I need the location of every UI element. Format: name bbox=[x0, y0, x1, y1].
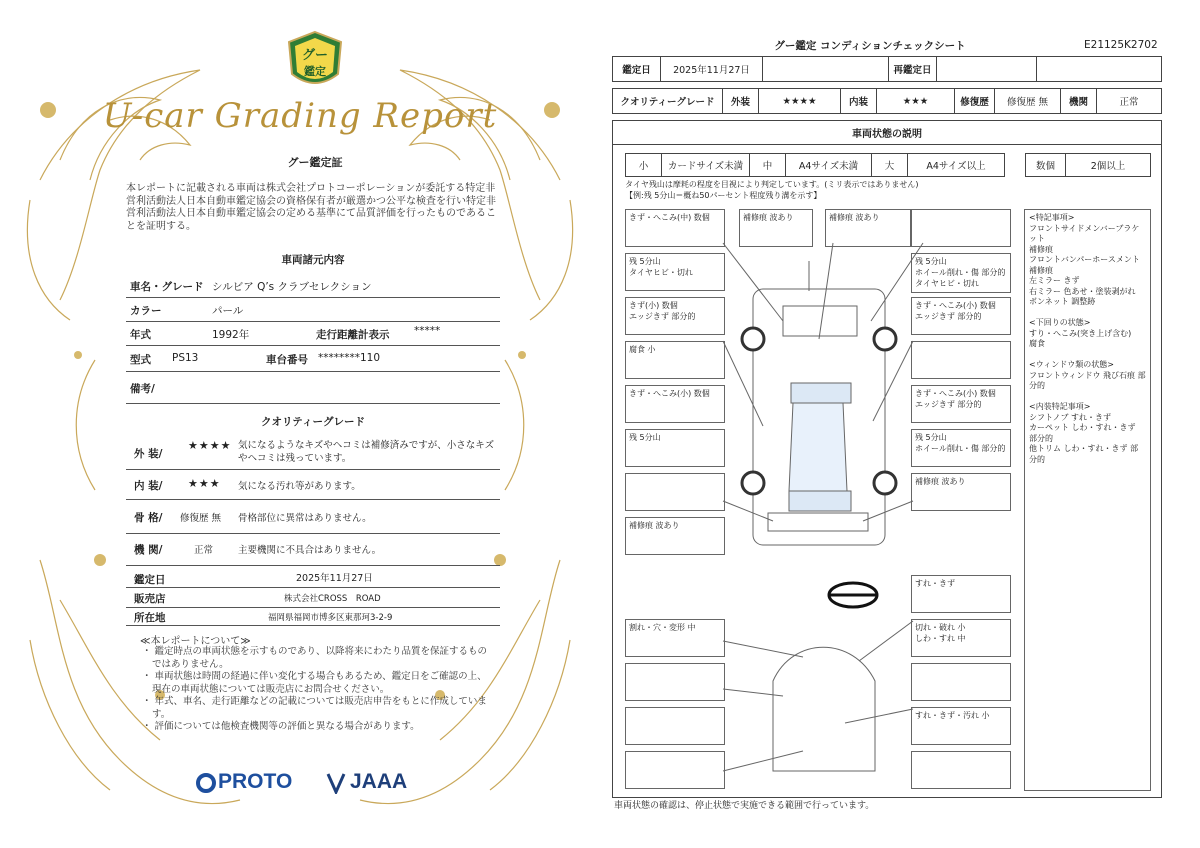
condition-line: 残 5分山 bbox=[915, 257, 947, 266]
spec-year-label: 年式 bbox=[130, 329, 151, 341]
certificate-heading: グー鑑定証 bbox=[287, 156, 343, 169]
goo-kantei-badge bbox=[286, 30, 344, 94]
quality-frame-text: 骨格部位に異常はありません。 bbox=[238, 513, 372, 524]
notes-line: 腐食 bbox=[1029, 339, 1045, 348]
condition-box-seat-rear-left bbox=[625, 707, 725, 745]
notes-title: ≪本レポートについて≫ bbox=[140, 636, 251, 647]
sheet-id: E21125K2702 bbox=[1084, 39, 1158, 51]
notes-line: <特記事項> bbox=[1029, 213, 1075, 222]
spec-model-label: 型式 bbox=[130, 354, 151, 366]
notes-line: フロントバンパーホースメント bbox=[1029, 255, 1140, 264]
spec-row-year bbox=[126, 322, 500, 346]
count-label: 数個 bbox=[1026, 154, 1066, 176]
condition-line: 残 5分山 bbox=[629, 257, 661, 266]
sheet-title: グー鑑定 コンディションチェックシート bbox=[774, 40, 966, 52]
quality-interior-label: 内 装/ bbox=[134, 480, 163, 492]
date-label: 鑑定日 bbox=[613, 57, 661, 81]
condition-box-console bbox=[911, 663, 1011, 701]
info-address-value: 福岡県福岡市博多区東那珂3-2-9 bbox=[268, 613, 393, 623]
engine-value: 正常 bbox=[1119, 97, 1139, 108]
engine-label: 機関 bbox=[1061, 89, 1097, 113]
condition-box-trunk-right bbox=[911, 751, 1011, 789]
condition-box-dash: 割れ・穴・変形 中 bbox=[625, 619, 725, 657]
spec-color-value: パール bbox=[212, 305, 244, 317]
info-date-value: 2025年11月27日 bbox=[296, 573, 373, 584]
tread-note-line: タイヤ残山は摩耗の程度を目視により判定しています。(ミリ表示ではありません) bbox=[625, 180, 919, 189]
certificate-text: 本レポートに記載される車両は株式会社プロトコーポレーションが委託する特定非営利活動法人日本自動車鑑定協会の資格保有者が厳選かつ公平な検査を行い特定非営利活動法人日本自動車鑑定協会の定める基準にて品質評価を行ったものであることを証明する。 bbox=[126, 183, 496, 232]
spec-name-value: シルビア Q’s クラブセレクション bbox=[212, 281, 372, 293]
quality-frame-value: 修復歴 無 bbox=[180, 513, 222, 524]
spec-model-value: PS13 bbox=[172, 352, 199, 364]
condition-box-tire-rl: 残 5分山 bbox=[625, 429, 725, 467]
condition-box-front-right bbox=[911, 209, 1011, 247]
size-mid-desc: A4サイズ未満 bbox=[786, 154, 872, 176]
condition-box-quarter-left bbox=[625, 473, 725, 511]
condition-line: エッジきず 部分的 bbox=[915, 312, 982, 321]
empty-cell bbox=[763, 57, 889, 81]
notes-line: フロントウィンドウ 飛び石痕 部分的 bbox=[1029, 370, 1146, 390]
proto-logo: PROTO bbox=[218, 770, 293, 793]
quality-frame-label: 骨 格/ bbox=[134, 512, 163, 524]
quality-interior-stars: ★★★ bbox=[188, 477, 221, 490]
notes-line: ボンネット 調整跡 bbox=[1029, 297, 1096, 306]
spec-year-value: 1992年 bbox=[212, 329, 250, 341]
notes-line: シフトノブ すれ・きず bbox=[1029, 412, 1112, 422]
notes-line: <下回りの状態> bbox=[1029, 318, 1091, 327]
spec-mileage-value: ***** bbox=[414, 325, 441, 337]
spec-row-color bbox=[126, 298, 500, 322]
quality-heading: クオリティーグレード bbox=[261, 416, 365, 428]
jaaa-logo-icon bbox=[326, 772, 346, 794]
badge-bottom-text: 鑑定 bbox=[304, 65, 326, 78]
date-value: 2025年11月27日 bbox=[661, 57, 763, 81]
condition-check-sheet-page bbox=[600, 0, 1200, 848]
condition-line: きず(小) 数個 bbox=[629, 301, 678, 310]
spec-row-model bbox=[126, 346, 500, 372]
info-row-date bbox=[126, 566, 500, 588]
condition-box-hood: 補修痕 波あり bbox=[825, 209, 911, 247]
condition-box-fender-left bbox=[625, 297, 725, 335]
special-notes-box bbox=[1024, 209, 1151, 791]
spec-row-remarks bbox=[126, 372, 500, 404]
info-row-dealer bbox=[126, 588, 500, 608]
proto-logo-icon bbox=[196, 772, 216, 794]
interior-stars: ★★★ bbox=[877, 89, 955, 113]
size-mid: 中 bbox=[750, 154, 786, 176]
notes-list bbox=[140, 646, 490, 734]
exterior-label: 外装 bbox=[723, 89, 759, 113]
spec-name-label: 車名・グレード bbox=[130, 281, 204, 293]
info-row-address bbox=[126, 608, 500, 626]
spec-mileage-label: 走行距離計表示 bbox=[316, 329, 390, 341]
spec-row-name bbox=[126, 274, 500, 298]
notes-line: 補修痕 bbox=[1029, 244, 1053, 254]
quality-row-exterior bbox=[126, 434, 500, 470]
reinspect-label: 再鑑定日 bbox=[889, 57, 937, 81]
footer-note: 車両状態の確認は、停止状態で実施できる範囲で行っています。 bbox=[614, 801, 875, 811]
spec-remarks-label: 備考/ bbox=[130, 383, 155, 395]
date-row bbox=[612, 56, 1162, 82]
size-small-desc: カードサイズ未満 bbox=[662, 154, 750, 176]
info-date-label: 鑑定日 bbox=[134, 574, 166, 586]
repair-value: 修復歴 無 bbox=[995, 89, 1061, 113]
quality-exterior-text: 気になるようなキズやヘコミは補修済みですが、小さなキズやヘコミは残っています。 bbox=[238, 440, 495, 464]
jaaa-logo: JAAA bbox=[350, 770, 408, 793]
condition-box-tire-rr bbox=[911, 429, 1011, 467]
spec-chassis-value: ********110 bbox=[318, 352, 381, 364]
note-item: ・ 評価については他検査機関等の評価と異なる場合があります。 bbox=[142, 721, 420, 732]
condition-box-tire-fr bbox=[911, 253, 1011, 293]
condition-box-rear-left: 補修痕 波あり bbox=[625, 517, 725, 555]
notes-line: すり・へこみ(突き上げ含む) bbox=[1029, 328, 1132, 338]
condition-box-quarter-right: 補修痕 波あり bbox=[911, 473, 1011, 511]
specs-heading: 車両諸元内容 bbox=[281, 254, 345, 266]
info-dealer-label: 販売店 bbox=[134, 593, 166, 605]
condition-box-front-left: きず・へこみ(中) 数個 bbox=[625, 209, 725, 247]
condition-box-door-left: きず・へこみ(小) 数個 bbox=[625, 385, 725, 423]
quality-row-frame bbox=[126, 500, 500, 534]
condition-line: タイヤヒビ・切れ bbox=[915, 279, 979, 288]
exterior-stars: ★★★★ bbox=[759, 89, 841, 113]
condition-box-seat-front-right bbox=[911, 619, 1011, 657]
count-value: 2個以上 bbox=[1090, 161, 1126, 172]
quality-row-engine bbox=[126, 534, 500, 566]
info-dealer-value: 株式会社CROSS ROAD bbox=[284, 594, 381, 604]
quality-row-interior bbox=[126, 470, 500, 500]
size-large: 大 bbox=[872, 154, 908, 176]
badge-top-text: グー bbox=[301, 48, 328, 63]
condition-line: きず・へこみ(小) 数個 bbox=[915, 301, 996, 310]
notes-line: カーペット しわ・すれ・きず 部分的 bbox=[1029, 423, 1136, 443]
condition-line: ホイール削れ・傷 部分的 bbox=[915, 444, 1006, 453]
notes-line: 左ミラー きず bbox=[1029, 276, 1080, 285]
repair-label: 修復歴 bbox=[955, 89, 995, 113]
note-item: ・ 車両状態は時間の経過に伴い変化する場合もあるため、鑑定日をご確認の上、現在の車両状態については販売店にお問合せください。 bbox=[142, 671, 487, 695]
condition-box-trunk-left bbox=[625, 751, 725, 789]
spec-chassis-label: 車台番号 bbox=[266, 354, 308, 366]
notes-line: <ウィンドウ類の状態> bbox=[1029, 360, 1114, 369]
condition-box-door-right bbox=[911, 385, 1011, 423]
condition-line: 残 5分山 bbox=[915, 433, 947, 442]
note-item: ・ 年式、車名、走行距離などの記載については販売店申告をもとに作成しています。 bbox=[142, 696, 487, 720]
notes-line: 他トリム しわ・すれ・きず 部分的 bbox=[1029, 444, 1139, 464]
info-address-label: 所在地 bbox=[134, 612, 166, 624]
quality-exterior-stars: ★★★★ bbox=[188, 439, 232, 452]
note-item: ・ 鑑定時点の車両状態を示すものであり、以降将来にわたり品質を保証するものではありません。 bbox=[142, 646, 488, 670]
reinspect-value bbox=[937, 57, 1037, 81]
notes-line: 右ミラー 色あせ・塗装剥がれ bbox=[1029, 286, 1136, 296]
condition-line: しわ・すれ 中 bbox=[915, 634, 966, 643]
quality-exterior-label: 外 装/ bbox=[134, 448, 163, 460]
quality-engine-label: 機 関/ bbox=[134, 544, 163, 556]
condition-line: エッジきず 部分的 bbox=[915, 400, 982, 409]
condition-box-sill-right bbox=[911, 341, 1011, 379]
condition-box-sill-left: 腐食 小 bbox=[625, 341, 725, 379]
tread-note-line: 【例:残 5分山＝概ね50パーセント程度残り溝を示す】 bbox=[625, 191, 822, 200]
notes-line: 補修痕 bbox=[1029, 265, 1053, 275]
condition-box-steering: すれ・きず bbox=[911, 575, 1011, 613]
empty-cell bbox=[1037, 57, 1161, 81]
condition-line: タイヤヒビ・切れ bbox=[629, 268, 693, 277]
condition-box-tire-fl bbox=[625, 253, 725, 291]
condition-line: エッジきず 部分的 bbox=[629, 312, 696, 321]
size-small: 小 bbox=[626, 154, 662, 176]
condition-box bbox=[612, 120, 1162, 798]
quality-engine-value: 正常 bbox=[194, 545, 214, 556]
condition-line: きず・へこみ(小) 数個 bbox=[915, 389, 996, 398]
grade-label: クオリティーグレード bbox=[613, 89, 723, 113]
interior-label: 内装 bbox=[841, 89, 877, 113]
condition-box-fender-right bbox=[911, 297, 1011, 335]
spec-color-label: カラー bbox=[130, 305, 162, 317]
condition-box-bumper-front: 補修痕 波あり bbox=[739, 209, 813, 247]
condition-box-seat-front-left bbox=[625, 663, 725, 701]
condition-box-seat-rear-right: すれ・きず・汚れ 小 bbox=[911, 707, 1011, 745]
grade-row bbox=[612, 88, 1162, 114]
quality-interior-text: 気になる汚れ等があります。 bbox=[238, 481, 361, 492]
condition-title: 車両状態の説明 bbox=[613, 121, 1161, 145]
condition-line: ホイール削れ・傷 部分的 bbox=[915, 268, 1006, 277]
quality-engine-text: 主要機関に不具合はありません。 bbox=[238, 545, 382, 556]
steering-wheel-icon bbox=[829, 583, 877, 607]
notes-line: フロントサイドメンバーブラケット bbox=[1029, 223, 1140, 243]
size-large-desc: A4サイズ以上 bbox=[926, 161, 986, 172]
condition-line: 切れ・破れ 小 bbox=[915, 623, 966, 632]
report-script-title: U-car Grading Report bbox=[102, 96, 498, 136]
notes-line: <内装特記事項> bbox=[1029, 402, 1091, 411]
